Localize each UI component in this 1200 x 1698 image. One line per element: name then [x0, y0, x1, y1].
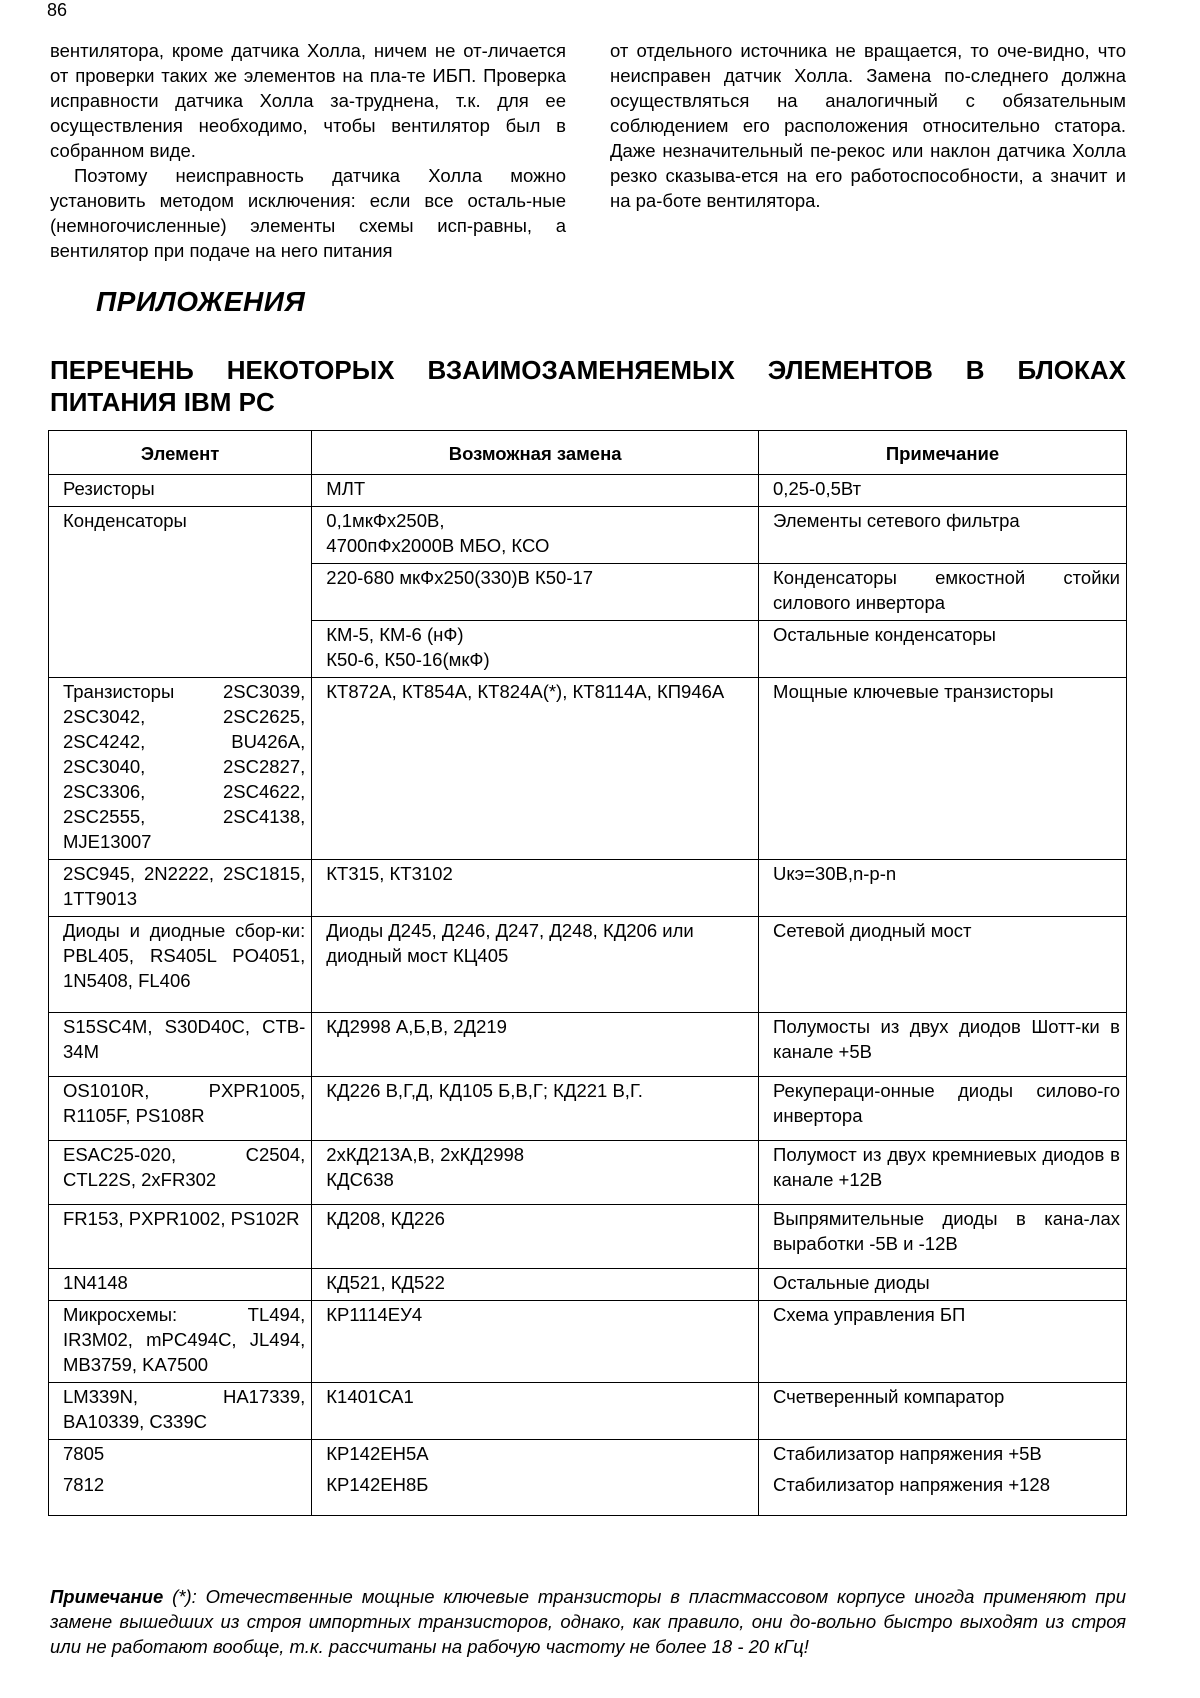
cell-note: Uкэ=30В,n-p-n: [759, 860, 1127, 917]
footnote-text: (*): Отечественные мощные ключевые транзисторы в пластмассовом корпусе иногда применяют при замене вышедших из строя импортных транзисторов, однако, как правило, они до-вольно быстро выходят из строя или не работают вообще, т.к. рассчитаны на рабочую частоту не более 18 - 20 кГц!: [50, 1586, 1126, 1657]
table-body: [49, 475, 1127, 1516]
cell-replacement: КД208, КД226: [312, 1205, 759, 1269]
cell-element: 1N4148: [49, 1269, 312, 1301]
cell-element: 7805: [49, 1440, 312, 1472]
cell-note: Стабилизатор напряжения +128: [759, 1471, 1127, 1515]
cell-element: Диоды и диодные сбор-ки: PBL405, RS405L PO4051, 1N5408, FL406: [49, 917, 312, 1013]
cell-note: Рекупераци-онные диоды силово-го инвертора: [759, 1077, 1127, 1141]
cell-element: LM339N, HA17339, BA10339, C339C: [49, 1383, 312, 1440]
page-number: 86: [47, 0, 68, 20]
table-row: [49, 1013, 1127, 1077]
table-row: [49, 917, 1127, 1013]
column-header-element: Элемент: [49, 431, 312, 475]
cell-replacement: КР1114ЕУ4: [312, 1301, 759, 1383]
cell-replacement: КМ-5, КМ-6 (нФ) К50-6, К50-16(мкФ): [312, 621, 759, 678]
cell-replacement: КР142ЕН5А: [312, 1440, 759, 1472]
table-row: [49, 507, 1127, 564]
cell-note: Стабилизатор напряжения +5В: [759, 1440, 1127, 1472]
cell-element: FR153, PXPR1002, PS102R: [49, 1205, 312, 1269]
footnote: [50, 1584, 1126, 1659]
cell-replacement: КД226 В,Г,Д, КД105 Б,В,Г; КД221 В,Г.: [312, 1077, 759, 1141]
table-heading: ПЕРЕЧЕНЬ НЕКОТОРЫХ ВЗАИМОЗАМЕНЯЕМЫХ ЭЛЕМЕНТОВ В БЛОКАХ ПИТАНИЯ IBM PC: [50, 355, 1126, 417]
cell-note: Элементы сетевого фильтра: [759, 507, 1127, 564]
cell-replacement: МЛТ: [312, 475, 759, 507]
intro-left-column: [50, 38, 566, 263]
table-row: [49, 1301, 1127, 1383]
table-row: [49, 1205, 1127, 1269]
cell-element: OS1010R, PXPR1005, R1105F, PS108R: [49, 1077, 312, 1141]
cell-note: Выпрямительные диоды в кана-лах выработки -5В и -12В: [759, 1205, 1127, 1269]
cell-note: Сетевой диодный мост: [759, 917, 1127, 1013]
cell-element: S15SC4M, S30D40C, CTB-34M: [49, 1013, 312, 1077]
cell-note: Полумост из двух кремниевых диодов в канале +12В: [759, 1141, 1127, 1205]
intro-right-column: [610, 38, 1126, 263]
cell-replacement: Диоды Д245, Д246, Д247, Д248, КД206 или диодный мост КЦ405: [312, 917, 759, 1013]
table-header-row: [49, 431, 1127, 475]
cell-note: Мощные ключевые транзисторы: [759, 678, 1127, 860]
intro-text: [50, 38, 1126, 263]
cell-note: Остальные конденсаторы: [759, 621, 1127, 678]
intro-paragraph: вентилятора, кроме датчика Холла, ничем не от-личается от проверки таких же элементов на пла-те ИБП. Проверка исправности датчика Холла за-труднена, т.к. для ее осуществления необходимо, чтобы вентилятор был в собранном виде.: [50, 40, 566, 161]
column-header-note: Примечание: [759, 431, 1127, 475]
table-row: [49, 860, 1127, 917]
table-row: [49, 475, 1127, 507]
cell-replacement: КР142ЕН8Б: [312, 1471, 759, 1515]
cell-element: ESAC25-020, C2504, CTL22S, 2xFR302: [49, 1141, 312, 1205]
cell-replacement: КТ872А, КТ854А, КТ824А(*), КТ8114А, КП946А: [312, 678, 759, 860]
cell-note: Остальные диоды: [759, 1269, 1127, 1301]
cell-element: Транзисторы 2SC3039, 2SC3042, 2SC2625, 2SC4242, BU426A, 2SC3040, 2SC2827, 2SC3306, 2SC4622, 2SC2555, 2SC4138, MJE13007: [49, 678, 312, 860]
column-header-replacement: Возможная замена: [312, 431, 759, 475]
footnote-label: Примечание: [50, 1586, 164, 1607]
cell-note: Счетверенный компаратор: [759, 1383, 1127, 1440]
cell-replacement: 0,1мкФх250В, 4700пФх2000В МБО, КСО: [312, 507, 759, 564]
cell-note: 0,25-0,5Вт: [759, 475, 1127, 507]
table-row: [49, 1269, 1127, 1301]
cell-replacement: КТ315, КТ3102: [312, 860, 759, 917]
cell-element: 2SC945, 2N2222, 2SC1815, 1TT9013: [49, 860, 312, 917]
cell-note: Полумосты из двух диодов Шотт-ки в канале +5В: [759, 1013, 1127, 1077]
intro-paragraph: от отдельного источника не вращается, то оче-видно, что неисправен датчик Холла. Замена по-следнего должна осуществляться на аналогичный с обязательным соблюдением его расположения относительно статора. Даже незначительный пе-рекос или наклон датчика Холла резко сказыва-ется на его работоспособности, а значит и на ра-боте вентилятора.: [610, 40, 1126, 211]
table-row: [49, 1440, 1127, 1472]
cell-note: Конденсаторы емкостной стойки силового инвертора: [759, 564, 1127, 621]
cell-element: Микросхемы: TL494, IR3M02, mPC494C, JL494, MB3759, KA7500: [49, 1301, 312, 1383]
table-row: [49, 1077, 1127, 1141]
table-row: [49, 1141, 1127, 1205]
table-row: [49, 1471, 1127, 1515]
cell-element: 7812: [49, 1471, 312, 1515]
cell-replacement: К1401СА1: [312, 1383, 759, 1440]
table-row: [49, 678, 1127, 860]
cell-element: Резисторы: [49, 475, 312, 507]
intro-paragraph: Поэтому неисправность датчика Холла можно установить методом исключения: если все осталь-ные (немногочисленные) элементы схемы исп-равны, а вентилятор при подаче на него питания: [50, 165, 566, 261]
section-title: ПРИЛОЖЕНИЯ: [96, 286, 306, 317]
table-row: [49, 1383, 1127, 1440]
replacement-table: [48, 430, 1127, 1516]
cell-replacement: 2хКД213А,В, 2хКД2998 КДС638: [312, 1141, 759, 1205]
cell-element: Конденсаторы: [49, 507, 312, 678]
cell-replacement: КД521, КД522: [312, 1269, 759, 1301]
cell-replacement: 220-680 мкФх250(330)В К50-17: [312, 564, 759, 621]
cell-replacement: КД2998 А,Б,В, 2Д219: [312, 1013, 759, 1077]
cell-note: Схема управления БП: [759, 1301, 1127, 1383]
